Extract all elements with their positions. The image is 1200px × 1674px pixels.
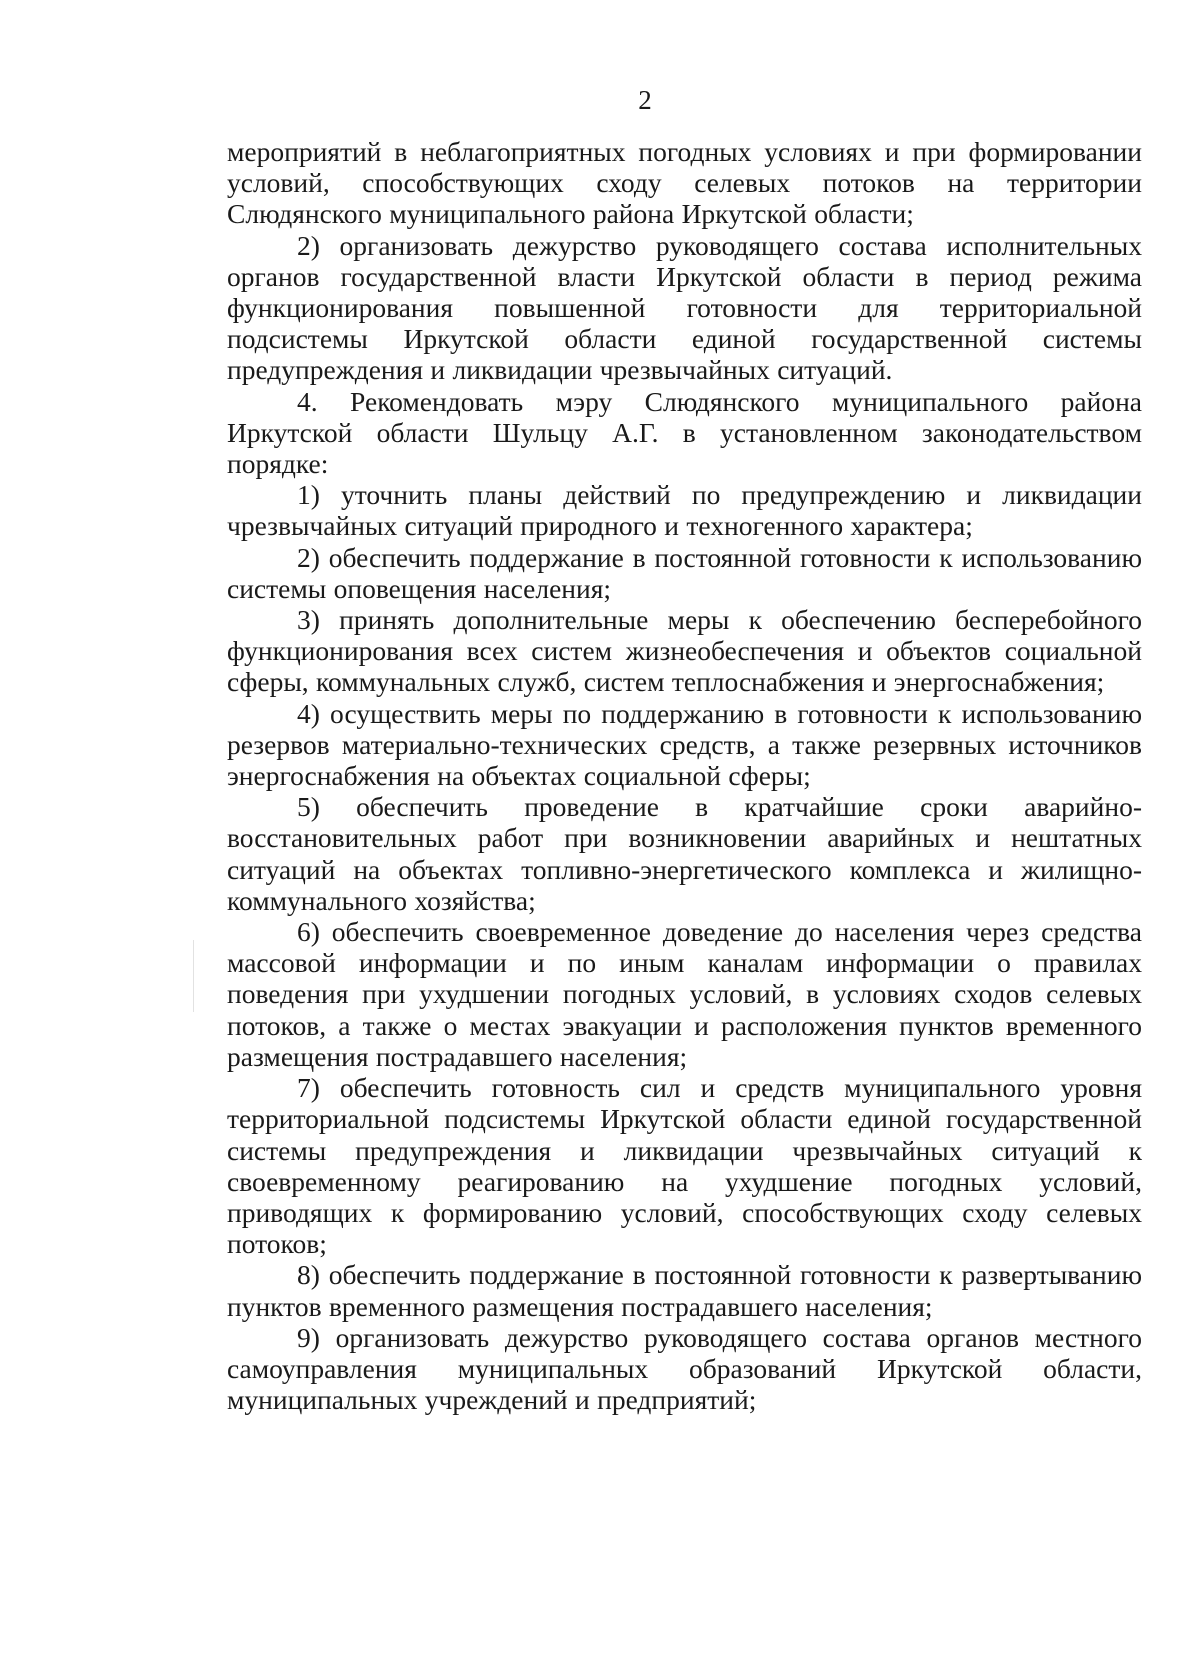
paragraph-item-2-duty: 2) организовать дежурство руководящего состава исполнительных органов государственной власти Иркутской области в период режима функционирования повышенной готовности для территориальной подсистемы Иркутской области единой государственной системы предупреждения и ликвидации чрезвычайных ситуаций. — [227, 229, 1142, 386]
paragraph-item-1-plans: 1) уточнить планы действий по предупреждению и ликвидации чрезвычайных ситуаций природного и техногенного характера; — [227, 479, 1142, 542]
paragraph-item-4-reserves: 4) осуществить меры по поддержанию в готовности к использованию резервов материально-технических средств, а также резервных источников энергоснабжения на объектах социальной сферы; — [227, 697, 1142, 792]
paragraph-item-5-recovery: 5) обеспечить проведение в кратчайшие сроки аварийно-восстановительных работ при возникновении аварийных и нештатных ситуаций на объектах топливно-энергетического комплекса и жилищно-коммунального хозяйства; — [227, 791, 1142, 916]
paragraph-item-6-informing: 6) обеспечить своевременное доведение до населения через средства массовой информации и по иным каналам информации о правилах поведения при ухудшении погодных условий, в условиях сходов селевых потоков, а также о местах эвакуации и расположения пунктов временного размещения пострадавшего населения; — [227, 916, 1142, 1072]
scan-margin-mark — [193, 940, 194, 1012]
document-body — [227, 136, 1142, 1415]
paragraph-item-2-alerting: 2) обеспечить поддержание в постоянной готовности к использованию системы оповещения населения; — [227, 541, 1142, 604]
paragraph-item-3-measures: 3) принять дополнительные меры к обеспечению бесперебойного функционирования всех систем жизнеобеспечения и объектов социальной сферы, коммунальных служб, систем теплоснабжения и энергоснабжения; — [227, 604, 1142, 698]
page-number: 2 — [638, 85, 652, 115]
paragraph-continuation: мероприятий в неблагоприятных погодных условиях и при формировании условий, способствующих сходу селевых потоков на территории Слюдянского муниципального района Иркутской области; — [227, 136, 1142, 230]
paragraph-item-7-readiness: 7) обеспечить готовность сил и средств муниципального уровня территориальной подсистемы Иркутской области единой государственной системы предупреждения и ликвидации чрезвычайных ситуаций к своевременному реагированию на ухудшение погодных условий, приводящих к формированию условий, способствующих сходу селевых потоков; — [227, 1072, 1142, 1260]
paragraph-item-8-shelters: 8) обеспечить поддержание в постоянной готовности к развертыванию пунктов временного размещения пострадавшего населения; — [227, 1259, 1142, 1322]
paragraph-section-4: 4. Рекомендовать мэру Слюдянского муниципального района Иркутской области Шульцу А.Г. в установленном законодательством порядке: — [227, 385, 1142, 480]
paragraph-item-9-duty: 9) организовать дежурство руководящего состава органов местного самоуправления муниципальных образований Иркутской области, муниципальных учреждений и предприятий; — [227, 1321, 1142, 1416]
